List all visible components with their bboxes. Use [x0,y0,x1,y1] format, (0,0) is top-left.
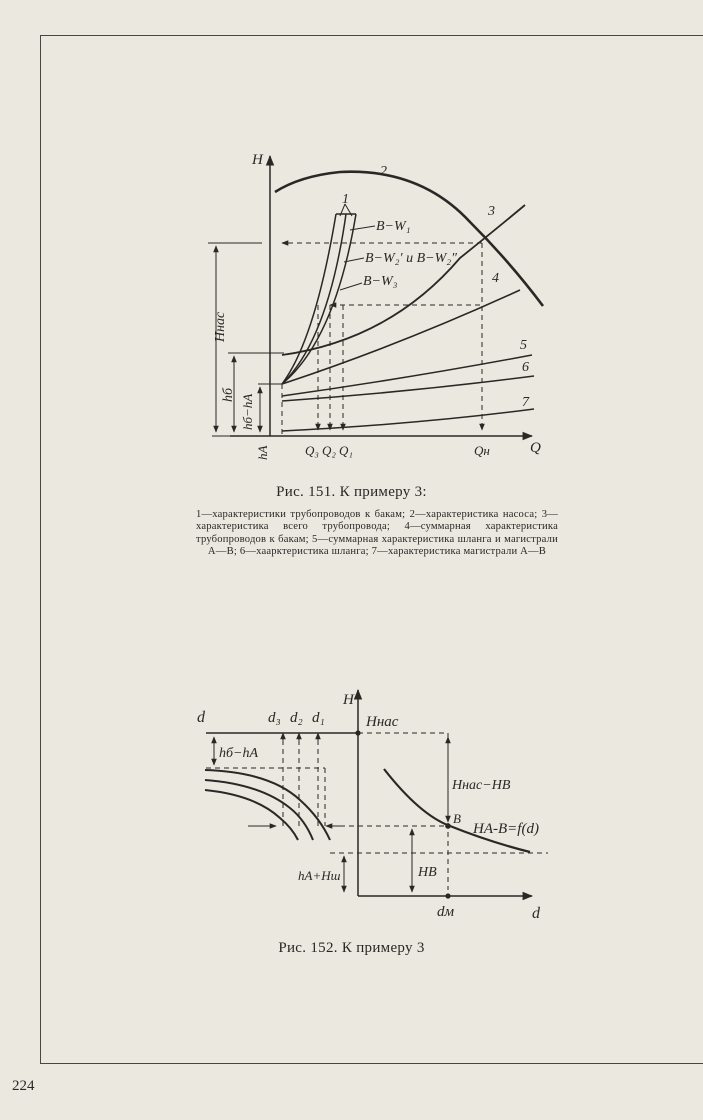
curve-5-label: 5 [520,338,527,353]
curve-6-label: 6 [522,360,529,375]
hb-ha-label: hб−hA [240,393,255,430]
fig152-hnas-label: Hнас [366,714,399,730]
fig152-d-right-label: d [532,905,540,922]
figure-151-legend: 1—характеристики трубопроводов к бакам; 2—характеристика насоса; 3—характеристика всего трубопровода; 4—суммарная характеристика трубопроводов к бакам; 5—суммарная характеристика шланга и магистрали A—B; 6—хаарктеристика шланга; 7—характеристика магистрали A—B [196,509,558,557]
d-curve-1 [205,770,330,840]
figure-151-caption: Рис. 151. К примеру 3: [276,484,427,500]
fig152-hb-ha-label: hб−hA [219,746,259,761]
figure-152-caption: Рис. 152. К примеру 3 [278,940,425,956]
ha-label: hA [255,445,270,460]
hb-big-label: HB [418,865,437,880]
bw1-label: B−W₁ [376,219,411,234]
q3-label: Q₃ [305,443,319,458]
bw3-label: B−W₃ [363,274,398,289]
hnas-hb-label: Hнас−HB [452,778,511,793]
curve-4-label: 4 [492,271,499,286]
d1-label: d₁ [312,710,325,726]
point-b-label: B [453,811,461,826]
fig151-q-axis-label: Q [530,440,541,456]
curve-1-label: 1 [342,192,349,207]
curve-7-label: 7 [522,395,529,410]
qh-label: Qн [474,443,490,458]
dm-label: dм [437,904,455,920]
curve-2-label: 2 [380,164,387,179]
ha-hsh-label: hA+Hш [298,868,341,883]
page-number: 224 [12,1078,35,1094]
q2-label: Q₂ [322,443,336,458]
d3-label: d₃ [268,710,281,726]
d-curve-2 [205,780,313,840]
hnas-label: Hнас [213,311,228,342]
d-curve-3 [205,790,298,840]
fig152-h-axis-label: H [343,692,354,708]
hab-fd-label: HA-B=f(d) [473,821,539,837]
fig152-d-left-label: d [197,709,205,726]
d2-label: d₂ [290,710,303,726]
bw2-label: B−W₂′ и B−W₂″ [365,251,457,266]
q1-label: Q₁ [339,443,353,458]
fig151-h-axis-label: H [252,152,263,168]
hb-label: hб [221,387,236,402]
point-b [445,823,451,829]
curve-3-label: 3 [488,204,495,219]
